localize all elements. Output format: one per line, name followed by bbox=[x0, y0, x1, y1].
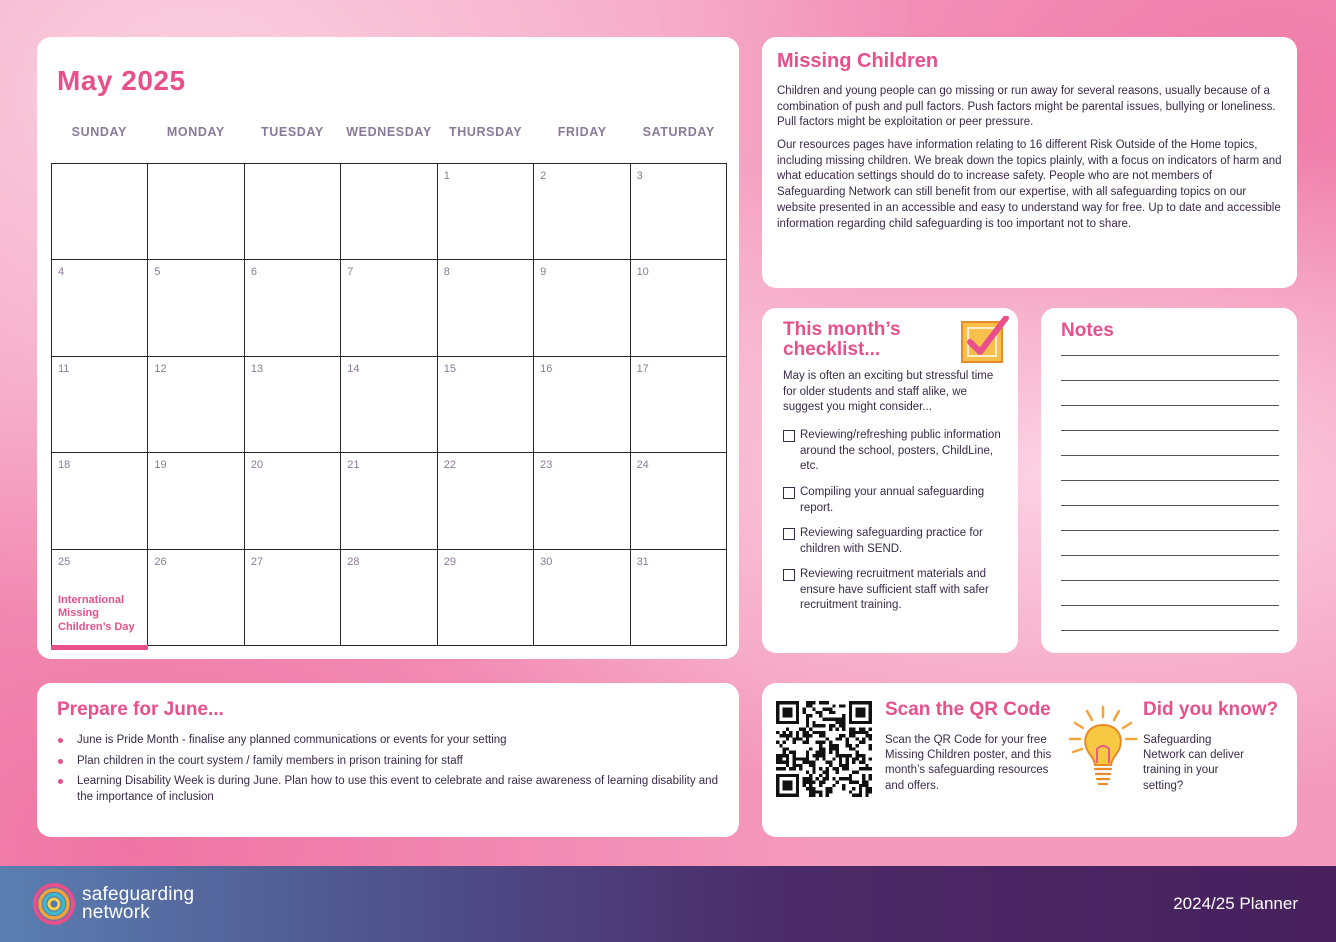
calendar-day-cell[interactable] bbox=[631, 550, 727, 646]
did-you-know-title: Did you know? bbox=[1143, 699, 1279, 720]
calendar-day-number: 18 bbox=[58, 459, 71, 472]
day-header: SUNDAY bbox=[71, 125, 127, 139]
calendar-day-number: 30 bbox=[540, 555, 553, 568]
calendar-day-cell[interactable] bbox=[438, 260, 534, 356]
checklist-checkbox[interactable] bbox=[783, 487, 795, 499]
calendar-day-cell[interactable] bbox=[52, 550, 148, 646]
day-header: MONDAY bbox=[166, 125, 225, 139]
calendar-day-number: 25 bbox=[58, 555, 71, 568]
calendar-day-cell[interactable] bbox=[341, 550, 437, 646]
calendar-day-cell[interactable] bbox=[438, 453, 534, 549]
qr-text: Scan the QR Code for your free Missing Children poster, and this month’s safeguarding resources and offers. bbox=[885, 734, 1052, 792]
day-header: FRIDAY bbox=[557, 125, 607, 139]
checklist-item-text: Reviewing/refreshing public information around the school, posters, ChildLine, etc. bbox=[800, 429, 1001, 473]
notes-card bbox=[1041, 308, 1297, 653]
calendar-day-number: 9 bbox=[540, 266, 547, 279]
calendar-day-cell[interactable] bbox=[148, 260, 244, 356]
checklist-checkbox[interactable] bbox=[783, 430, 795, 442]
notes-line bbox=[1061, 605, 1279, 606]
calendar-grid bbox=[51, 163, 727, 646]
prepare-list-item: June is Pride Month - finalise any planned communications or events for your setting bbox=[57, 733, 727, 749]
calendar-day-number: 26 bbox=[154, 555, 167, 568]
day-header: THURSDAY bbox=[449, 125, 523, 139]
calendar-day-cell[interactable] bbox=[245, 453, 341, 549]
calendar-day-cell[interactable] bbox=[245, 550, 341, 646]
calendar-day-cell[interactable] bbox=[52, 453, 148, 549]
calendar-day-cell[interactable] bbox=[438, 164, 534, 260]
planner-label: 2024/25 Planner bbox=[1173, 894, 1298, 913]
logo-line-1: safeguarding bbox=[82, 884, 195, 905]
notes-line bbox=[1061, 380, 1279, 381]
calendar-day-cell[interactable] bbox=[534, 357, 630, 453]
calendar-day-number: 8 bbox=[443, 266, 450, 279]
calendar-day-number: 20 bbox=[250, 459, 264, 472]
notes-line bbox=[1061, 530, 1279, 531]
calendar-day-number: 16 bbox=[540, 362, 553, 375]
calendar-day-headers bbox=[51, 125, 727, 139]
notes-line bbox=[1061, 355, 1279, 356]
calendar-day-cell[interactable] bbox=[534, 453, 630, 549]
calendar-day-number: 28 bbox=[347, 555, 360, 568]
calendar-day-number: 2 bbox=[540, 170, 547, 182]
notes-line bbox=[1061, 630, 1279, 631]
calendar-day-number: 1 bbox=[443, 170, 450, 182]
checklist-item-text: Reviewing safeguarding practice for children with SEND. bbox=[800, 527, 983, 555]
notes-line bbox=[1061, 555, 1279, 556]
notes-title: Notes bbox=[1061, 320, 1114, 341]
checklist-checkbox[interactable] bbox=[783, 528, 795, 540]
checklist-item-text: Reviewing recruitment materials and ensure have sufficient staff with safer recruitment training. bbox=[800, 568, 989, 612]
calendar-day-cell[interactable] bbox=[631, 260, 727, 356]
calendar-day-number: 3 bbox=[636, 170, 643, 182]
notes-line bbox=[1061, 455, 1279, 456]
prepare-list-item: Plan children in the court system / family members in prison training for staff bbox=[57, 754, 727, 770]
calendar-day-number: 13 bbox=[250, 362, 264, 375]
prepare-list-item: Learning Disability Week is during June. Plan how to use this event to celebrate and raise awareness of learning disability and the importance of inclusion bbox=[57, 774, 727, 805]
prepare-card bbox=[37, 683, 739, 837]
calendar-card bbox=[37, 37, 739, 659]
calendar-day-number: 15 bbox=[443, 362, 456, 375]
day-header: SATURDAY bbox=[642, 125, 715, 139]
calendar-day-number: 29 bbox=[443, 555, 456, 568]
logo-text bbox=[82, 886, 194, 922]
calendar-day-number: 12 bbox=[154, 362, 167, 375]
calendar-day-number: 22 bbox=[443, 459, 456, 472]
checklist-card bbox=[762, 308, 1018, 653]
prepare-list bbox=[57, 733, 727, 811]
calendar-day-cell[interactable] bbox=[534, 260, 630, 356]
calendar-day-number: 21 bbox=[347, 459, 360, 472]
calendar-day-cell[interactable] bbox=[438, 357, 534, 453]
calendar-day-cell[interactable] bbox=[631, 357, 727, 453]
missing-children-paragraph-2: Our resources pages have information relating to 16 different Risk Outside of the Home topics, including missing children. We break down the topics plainly, with a focus on indicators of harm and what education settings should do to increase safety. People who are not members of Safeguarding Network can still benefit from our expertise, with all safeguarding topics on our website presented in an accessible and easy to understand way for free. Up to date and accessible information regarding child safeguarding is too important not to share. bbox=[777, 139, 1282, 230]
prepare-title: Prepare for June... bbox=[57, 699, 224, 720]
calendar-day-cell[interactable] bbox=[148, 453, 244, 549]
logo-line-2: network bbox=[82, 902, 150, 923]
calendar-day-cell[interactable] bbox=[52, 164, 148, 260]
calendar-day-number: 7 bbox=[347, 266, 354, 279]
calendar-day-cell[interactable] bbox=[245, 164, 341, 260]
qr-title: Scan the QR Code bbox=[885, 699, 1051, 720]
calendar-day-cell[interactable] bbox=[341, 453, 437, 549]
day-header: TUESDAY bbox=[261, 125, 324, 139]
calendar-day-cell[interactable] bbox=[341, 357, 437, 453]
calendar-day-cell[interactable] bbox=[148, 550, 244, 646]
calendar-event-bar bbox=[51, 645, 148, 650]
calendar-day-number: 6 bbox=[250, 266, 257, 279]
qr-code-icon[interactable] bbox=[776, 701, 872, 797]
notes-line bbox=[1061, 505, 1279, 506]
calendar-day-cell[interactable] bbox=[534, 550, 630, 646]
calendar-title: May 2025 bbox=[57, 65, 186, 96]
notes-line bbox=[1061, 480, 1279, 481]
did-you-know-text: Safeguarding Network can deliver training in your setting? bbox=[1143, 734, 1244, 792]
calendar-day-cell[interactable] bbox=[245, 357, 341, 453]
calendar-day-cell[interactable] bbox=[148, 357, 244, 453]
missing-children-paragraph-1: Children and young people can go missing or run away for several reasons, usually because of a combination of push and pull factors. Push factors might be parental issues, bullying or loneliness. Pull factors might be exploitation or peer pressure. bbox=[777, 85, 1276, 129]
calendar-day-cell[interactable] bbox=[438, 550, 534, 646]
missing-children-title: Missing Children bbox=[777, 50, 939, 72]
calendar-day-cell[interactable] bbox=[245, 260, 341, 356]
calendar-day-cell[interactable] bbox=[631, 453, 727, 549]
day-header: WEDNESDAY bbox=[346, 125, 432, 139]
checklist-title: This month’s checklist... bbox=[783, 319, 901, 360]
calendar-day-number: 23 bbox=[540, 459, 553, 472]
safeguarding-network-logo-icon bbox=[32, 882, 76, 926]
calendar-day-number: 19 bbox=[154, 459, 167, 472]
calendar-day-cell[interactable] bbox=[534, 164, 630, 260]
checklist-item-text: Compiling your annual safeguarding report. bbox=[800, 486, 985, 514]
footer bbox=[0, 866, 1336, 942]
calendar-day-cell[interactable] bbox=[341, 260, 437, 356]
calendar-day-number: 24 bbox=[636, 459, 649, 472]
calendar-day-cell[interactable] bbox=[52, 357, 148, 453]
qr-card bbox=[762, 683, 1297, 837]
calendar-day-number: 14 bbox=[347, 362, 360, 375]
calendar-day-number: 31 bbox=[636, 555, 649, 568]
calendar-day-cell[interactable] bbox=[148, 164, 244, 260]
calendar-day-number: 11 bbox=[58, 362, 70, 375]
calendar-day-number: 5 bbox=[154, 266, 161, 279]
checklist-checkbox[interactable] bbox=[783, 569, 795, 581]
calendar-day-number: 4 bbox=[58, 266, 65, 279]
calendar-day-cell[interactable] bbox=[631, 164, 727, 260]
calendar-day-cell[interactable] bbox=[52, 260, 148, 356]
calendar-event-label: International Missing Children’s Day bbox=[58, 593, 135, 633]
checklist-intro: May is often an exciting but stressful time for older students and staff alike, we suggest you might consider... bbox=[783, 370, 994, 414]
missing-children-card bbox=[762, 37, 1297, 288]
checkbox-tick-icon bbox=[960, 316, 1010, 364]
lightbulb-icon bbox=[1067, 705, 1139, 797]
notes-line bbox=[1061, 405, 1279, 406]
calendar-day-number: 17 bbox=[636, 362, 649, 375]
calendar-day-cell[interactable] bbox=[341, 164, 437, 260]
calendar-day-number: 10 bbox=[636, 266, 649, 279]
notes-line bbox=[1061, 430, 1279, 431]
calendar-day-number: 27 bbox=[250, 555, 264, 568]
notes-line bbox=[1061, 580, 1279, 581]
